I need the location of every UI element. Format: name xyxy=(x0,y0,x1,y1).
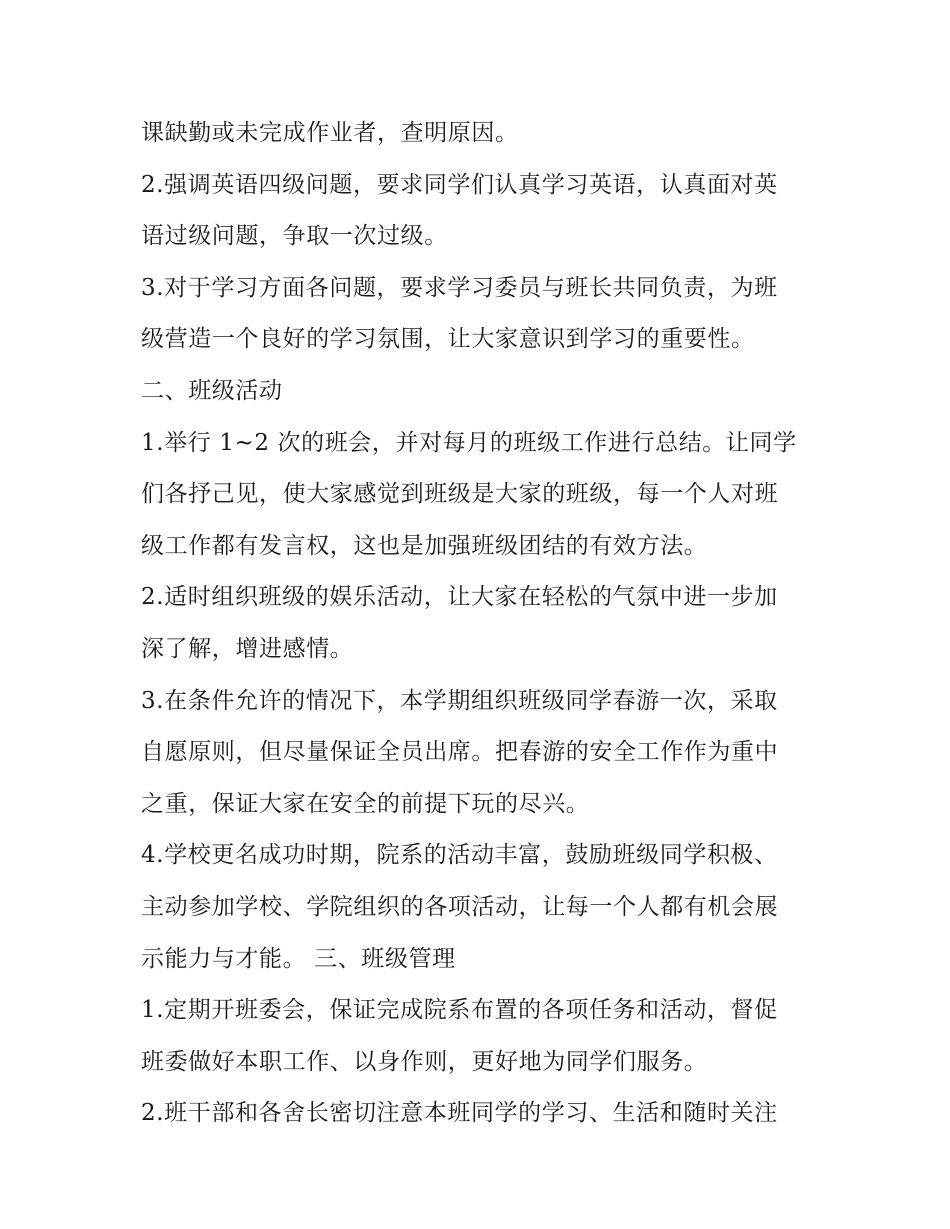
text-line: 之重，保证大家在安全的前提下玩的尽兴。 xyxy=(141,790,590,817)
text-line: 2.班干部和各舍长密切注意本班同学的学习、生活和随时关注 xyxy=(141,1100,778,1127)
text-line: 2.适时组织班级的娱乐活动，让大家在轻松的气氛中进一步加 xyxy=(141,584,778,611)
text-line: 班委做好本职工作、以身作则，更好地为同学们服务。 xyxy=(141,1048,708,1075)
text-line: 深了解，增进感情。 xyxy=(141,635,354,662)
text-line: 语过级问题，争取一次过级。 xyxy=(141,223,448,250)
text-line: 3.对于学习方面各问题，要求学习委员与班长共同负责，为班 xyxy=(141,274,778,301)
text-line: 主动参加学校、学院组织的各项活动，让每一个人都有机会展 xyxy=(141,893,779,920)
text-line: 课缺勤或未完成作业者，查明原因。 xyxy=(141,120,519,146)
section-heading: 二、班级活动 xyxy=(141,377,283,404)
text-line: 1.定期开班委会，保证完成院系布置的各项任务和活动，督促 xyxy=(141,997,778,1024)
text-line: 级营造一个良好的学习氛围，让大家意识到学习的重要性。 xyxy=(141,326,755,353)
text-line: 1.举行 1~2 次的班会，并对每月的班级工作进行总结。让同学 xyxy=(141,429,797,456)
text-line: 3.在条件允许的情况下，本学期组织班级同学春游一次，采取 xyxy=(141,687,778,714)
text-line: 2.强调英语四级问题，要求同学们认真学习英语，认真面对英 xyxy=(141,171,778,198)
text-line: 示能力与才能。 三、班级管理 xyxy=(141,945,456,972)
document-body xyxy=(141,108,821,1140)
text-line: 4.学校更名成功时期，院系的活动丰富，鼓励班级同学积极、 xyxy=(141,842,778,869)
text-line: 级工作都有发言权，这也是加强班级团结的有效方法。 xyxy=(141,532,708,559)
text-line: 们各抒己见，使大家感觉到班级是大家的班级，每一个人对班 xyxy=(141,481,779,508)
text-line: 自愿原则，但尽量保证全员出席。把春游的安全工作作为重中 xyxy=(141,739,779,766)
